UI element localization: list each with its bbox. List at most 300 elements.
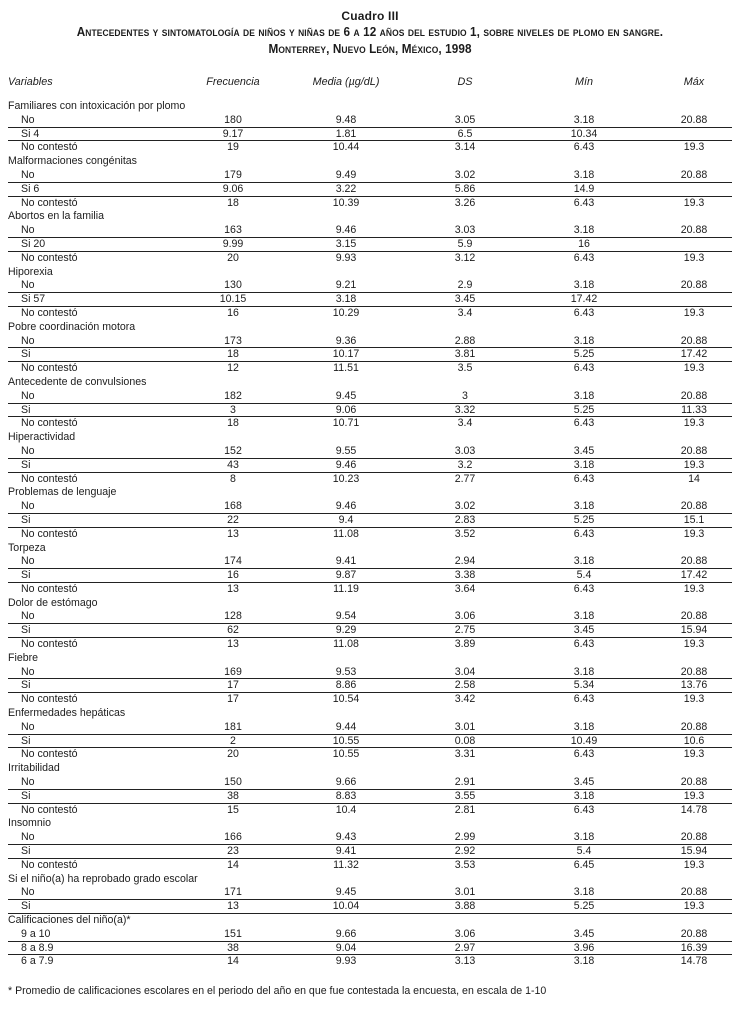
value-cell: 9.45 (335, 886, 357, 899)
value-cell: 62 (227, 624, 239, 637)
value-cell (642, 238, 732, 251)
value-cell: 5.25 (573, 513, 595, 526)
value-cell: 15.94 (680, 624, 708, 637)
value-cell: 19.3 (683, 306, 705, 319)
variable-group-row (8, 914, 732, 928)
value-cell: 2 (230, 734, 236, 747)
row-label: Si (21, 569, 31, 582)
row-label: No (21, 610, 35, 623)
value-cell: 20.88 (680, 831, 708, 844)
value-cell: 10.34 (570, 127, 598, 140)
variable-group-row (8, 817, 732, 831)
row-label: Si (21, 679, 31, 692)
value-cell: 10.55 (332, 734, 360, 747)
column-header: Mín (575, 76, 593, 88)
value-cell: 20.88 (680, 886, 708, 899)
value-cell: 6.43 (573, 141, 595, 154)
variable-group-row (8, 266, 732, 280)
value-cell: 3.01 (454, 720, 476, 733)
row-label: No contestó (21, 472, 78, 485)
value-cell: 9.53 (335, 665, 357, 678)
value-cell: 9.04 (335, 941, 357, 954)
table-row (8, 197, 732, 211)
value-cell: 13 (227, 582, 239, 595)
value-cell: 2.81 (454, 803, 476, 816)
table-row (8, 224, 732, 238)
value-cell: 14 (227, 955, 239, 968)
column-header: Variables (8, 76, 53, 88)
value-cell: 5.25 (573, 900, 595, 913)
value-cell: 19.3 (683, 858, 705, 871)
value-cell: 19.3 (683, 900, 705, 913)
value-cell: 1.81 (335, 127, 357, 140)
value-cell: 5.4 (576, 569, 592, 582)
table-row (8, 900, 732, 914)
value-cell: 11.33 (681, 403, 707, 416)
row-label: No (21, 831, 35, 844)
value-cell: 11.08 (333, 527, 359, 540)
value-cell: 17.42 (570, 293, 598, 306)
value-cell: 10.44 (332, 141, 360, 154)
value-cell: 19.3 (683, 582, 705, 595)
value-cell: 17 (227, 679, 239, 692)
row-label: No contestó (21, 196, 78, 209)
value-cell: 9.45 (335, 389, 357, 402)
value-cell: 19 (227, 141, 239, 154)
value-cell: 3.45 (454, 293, 476, 306)
value-cell: 9.66 (335, 776, 357, 789)
value-cell: 3.4 (457, 306, 473, 319)
value-cell: 13 (227, 900, 239, 913)
variable-group-label: Irritabilidad (8, 762, 60, 775)
variable-group-row (8, 873, 732, 887)
value-cell: 3.13 (454, 955, 476, 968)
value-cell: 12 (227, 362, 239, 375)
value-cell: 10.29 (332, 306, 360, 319)
row-label: No (21, 555, 35, 568)
value-cell: 19.3 (683, 527, 705, 540)
variable-group-label: Hiperactividad (8, 431, 76, 444)
table-title-text: Antecedentes y sintomatología de niños y niñas de 6 a 12 años del estudio 1, sobre niveles de plomo en sangre. (76, 25, 664, 39)
value-cell: 6.43 (573, 748, 595, 761)
row-label: No contestó (21, 306, 78, 319)
value-cell: 3 (230, 403, 236, 416)
value-cell: 3.18 (573, 224, 595, 237)
value-cell: 2.75 (454, 624, 476, 637)
value-cell: 3.88 (454, 900, 476, 913)
value-cell: 163 (224, 224, 242, 237)
table-row (8, 748, 732, 762)
value-cell: 17.42 (680, 569, 708, 582)
table-row (8, 390, 732, 404)
value-cell: 9.06 (222, 182, 244, 195)
variable-group-row (8, 100, 732, 114)
row-label: 6 a 7.9 (21, 955, 54, 968)
value-cell: 0.08 (454, 734, 476, 747)
table-subtitle (8, 41, 732, 58)
table-row (8, 679, 732, 693)
value-cell: 11.08 (333, 638, 359, 651)
value-cell: 8.83 (335, 789, 357, 802)
value-cell: 3.06 (454, 927, 476, 940)
value-cell: 19.3 (683, 748, 705, 761)
row-label: No contestó (21, 141, 78, 154)
value-cell: 9.43 (335, 831, 357, 844)
value-cell: 13 (227, 527, 239, 540)
table-row (8, 279, 732, 293)
value-cell: 18 (227, 417, 239, 430)
value-cell: 3.52 (454, 527, 476, 540)
table-row (8, 500, 732, 514)
value-cell: 3.45 (573, 444, 595, 457)
variable-group-row (8, 597, 732, 611)
variable-group-label: Familiares con intoxicación por plomo (8, 100, 186, 112)
table-row (8, 362, 732, 376)
row-label: No contestó (21, 748, 78, 761)
value-cell: 3.18 (573, 500, 595, 513)
value-cell: 174 (224, 555, 242, 568)
table-row (8, 238, 732, 252)
value-cell: 9.41 (335, 555, 357, 568)
value-cell: 6.43 (573, 527, 595, 540)
value-cell: 9.46 (335, 458, 357, 471)
value-cell: 14 (227, 858, 239, 871)
value-cell: 182 (224, 389, 242, 402)
value-cell: 22 (227, 513, 239, 526)
table-row (8, 955, 732, 969)
value-cell: 20.88 (680, 334, 708, 347)
value-cell: 20.88 (680, 927, 708, 940)
value-cell: 3.5 (457, 362, 473, 375)
value-cell: 14.78 (680, 955, 708, 968)
value-cell: 16.39 (680, 941, 708, 954)
value-cell: 20.88 (680, 776, 708, 789)
value-cell: 6.43 (573, 362, 595, 375)
variable-group-row (8, 376, 732, 390)
value-cell: 9.21 (335, 279, 357, 292)
footnote: * Promedio de calificaciones escolares en el periodo del año en que fue contestada la encuesta, en escala de 1-10 (8, 985, 547, 998)
value-cell: 8.86 (335, 679, 357, 692)
value-cell: 3.01 (454, 886, 476, 899)
variable-group-label: Hiporexia (8, 265, 53, 278)
variable-group-label: Insomnio (8, 817, 51, 830)
value-cell: 150 (224, 776, 242, 789)
table-row (8, 610, 732, 624)
value-cell: 166 (224, 831, 242, 844)
value-cell: 168 (224, 500, 242, 513)
value-cell: 38 (227, 941, 239, 954)
value-cell: 9.48 (335, 113, 357, 126)
row-label: No contestó (21, 803, 78, 816)
value-cell: 10.15 (219, 293, 247, 306)
value-cell: 2.99 (454, 831, 476, 844)
value-cell: 3.06 (454, 610, 476, 623)
value-cell: 11.19 (333, 582, 359, 595)
value-cell: 152 (224, 444, 242, 457)
row-label: No (21, 665, 35, 678)
value-cell: 10.6 (683, 734, 705, 747)
variable-group-label: Dolor de estómago (8, 596, 98, 609)
variable-group-label: Torpeza (8, 541, 46, 554)
table-row (8, 928, 732, 942)
table-row (8, 473, 732, 487)
row-label: No contestó (21, 858, 78, 871)
value-cell: 9.41 (335, 845, 357, 858)
value-cell: 14.78 (680, 803, 708, 816)
value-cell: 20 (227, 251, 239, 264)
value-cell: 9.06 (335, 403, 357, 416)
value-cell: 3.14 (454, 141, 476, 154)
value-cell: 3.18 (573, 168, 595, 181)
value-cell: 3.45 (573, 927, 595, 940)
row-label: No contestó (21, 582, 78, 595)
value-cell: 2.77 (454, 472, 476, 485)
row-label: No (21, 224, 35, 237)
value-cell: 16 (227, 306, 239, 319)
value-cell: 2.91 (454, 776, 476, 789)
value-cell: 20.88 (680, 720, 708, 733)
value-cell: 3.03 (454, 444, 476, 457)
value-cell: 23 (227, 845, 239, 858)
value-cell: 19.3 (683, 196, 705, 209)
value-cell: 8 (230, 472, 236, 485)
value-cell: 3.18 (573, 389, 595, 402)
value-cell: 3.42 (454, 693, 476, 706)
value-cell: 2.9 (457, 279, 473, 292)
value-cell: 171 (224, 886, 242, 899)
value-cell: 20.88 (680, 224, 708, 237)
table-title (8, 24, 732, 41)
value-cell: 3.03 (454, 224, 476, 237)
table-row (8, 141, 732, 155)
value-cell: 2.94 (454, 555, 476, 568)
value-cell: 3.45 (573, 624, 595, 637)
value-cell: 9.54 (335, 610, 357, 623)
value-cell: 151 (224, 927, 242, 940)
row-label: Si (21, 458, 31, 471)
value-cell: 173 (224, 334, 242, 347)
table-row (8, 348, 732, 362)
value-cell: 3.18 (573, 886, 595, 899)
row-label: Si (21, 734, 31, 747)
value-cell: 180 (224, 113, 242, 126)
column-header: Media (µg/dL) (312, 76, 380, 88)
value-cell: 15 (227, 803, 239, 816)
value-cell: 9.44 (335, 720, 357, 733)
variable-group-row (8, 155, 732, 169)
value-cell: 43 (227, 458, 239, 471)
value-cell: 3.02 (454, 500, 476, 513)
column-headers (8, 76, 732, 88)
value-cell: 6.43 (573, 472, 595, 485)
row-label: Si 4 (21, 127, 40, 140)
value-cell: 3.55 (454, 789, 476, 802)
value-cell: 9.99 (222, 237, 244, 250)
value-cell: 3.31 (454, 748, 476, 761)
value-cell: 18 (227, 348, 239, 361)
value-cell: 3.18 (573, 458, 595, 471)
table-row (8, 128, 732, 142)
table-row (8, 528, 732, 542)
value-cell: 6.43 (573, 638, 595, 651)
value-cell: 3.22 (335, 182, 357, 195)
value-cell: 6.43 (573, 803, 595, 816)
value-cell: 10.4 (335, 803, 357, 816)
value-cell: 3.18 (573, 955, 595, 968)
variable-group-row (8, 707, 732, 721)
value-cell: 20.88 (680, 500, 708, 513)
value-cell: 15.1 (683, 513, 705, 526)
value-cell: 19.3 (683, 362, 705, 375)
value-cell: 169 (224, 665, 242, 678)
variable-group-label: Fiebre (8, 651, 39, 664)
value-cell: 9.93 (335, 251, 357, 264)
row-label: No (21, 720, 35, 733)
value-cell: 6.43 (573, 251, 595, 264)
value-cell: 2.58 (454, 679, 476, 692)
value-cell: 3.96 (573, 941, 595, 954)
value-cell: 20.88 (680, 610, 708, 623)
table-row (8, 721, 732, 735)
variable-group-label: Calificaciones del niño(a)* (8, 914, 131, 927)
value-cell: 9.36 (335, 334, 357, 347)
row-label: No (21, 389, 35, 402)
value-cell: 3.2 (457, 458, 473, 471)
value-cell: 19.3 (683, 251, 705, 264)
table-subtitle-text: Monterrey, Nuevo León, México, 1998 (268, 42, 472, 56)
row-label: No (21, 886, 35, 899)
value-cell: 3.81 (454, 348, 476, 361)
value-cell: 38 (227, 789, 239, 802)
value-cell: 20.88 (680, 113, 708, 126)
value-cell: 16 (578, 237, 590, 250)
table-row (8, 293, 732, 307)
row-label: No (21, 168, 35, 181)
value-cell: 20 (227, 748, 239, 761)
value-cell: 130 (224, 279, 242, 292)
row-label: No contestó (21, 251, 78, 264)
row-label: No (21, 334, 35, 347)
value-cell: 10.54 (332, 693, 360, 706)
row-label: No (21, 279, 35, 292)
value-cell: 5.25 (573, 403, 595, 416)
value-cell: 20.88 (680, 168, 708, 181)
value-cell: 5.34 (573, 679, 595, 692)
table-label: Cuadro III (341, 9, 399, 23)
value-cell: 3.45 (573, 776, 595, 789)
table-row (8, 183, 732, 197)
row-label: Si (21, 348, 31, 361)
value-cell: 3.38 (454, 569, 476, 582)
value-cell: 14 (688, 472, 700, 485)
value-cell: 20.88 (680, 389, 708, 402)
variable-group-row (8, 542, 732, 556)
row-label: Si (21, 624, 31, 637)
value-cell: 9.17 (222, 127, 244, 140)
column-header: Máx (683, 76, 705, 88)
row-label: Si (21, 513, 31, 526)
value-cell: 10.04 (332, 900, 360, 913)
value-cell: 6.43 (573, 582, 595, 595)
table-row (8, 942, 732, 956)
table-row (8, 845, 732, 859)
value-cell: 3.18 (573, 113, 595, 126)
value-cell: 20.88 (680, 279, 708, 292)
value-cell: 20.88 (680, 665, 708, 678)
value-cell: 3.18 (573, 831, 595, 844)
value-cell: 9.46 (335, 500, 357, 513)
value-cell: 14.9 (573, 182, 595, 195)
row-label: Si (21, 403, 31, 416)
value-cell: 13 (227, 638, 239, 651)
table-row (8, 735, 732, 749)
value-cell: 2.83 (454, 513, 476, 526)
table-row (8, 514, 732, 528)
value-cell: 3.15 (335, 237, 357, 250)
variable-group-label: Abortos en la familia (8, 210, 104, 223)
value-cell: 3.18 (335, 293, 357, 306)
value-cell: 9.29 (335, 624, 357, 637)
value-cell: 3.18 (573, 720, 595, 733)
value-cell: 10.17 (332, 348, 360, 361)
value-cell: 3.05 (454, 113, 476, 126)
value-cell: 11.32 (333, 858, 359, 871)
value-cell: 3.18 (573, 555, 595, 568)
value-cell: 6.43 (573, 417, 595, 430)
table-row (8, 445, 732, 459)
value-cell: 3.26 (454, 196, 476, 209)
value-cell: 3.18 (573, 665, 595, 678)
variable-group-label: Si el niño(a) ha reprobado grado escolar (8, 872, 198, 885)
value-cell: 19.3 (683, 458, 705, 471)
value-cell: 3.53 (454, 858, 476, 871)
value-cell: 6.43 (573, 693, 595, 706)
table-row (8, 638, 732, 652)
value-cell: 19.3 (683, 693, 705, 706)
column-header: Frecuencia (206, 76, 260, 88)
table-row (8, 307, 732, 321)
variable-group-label: Malformaciones congénitas (8, 155, 137, 168)
row-label: Si 6 (21, 182, 40, 195)
table-row (8, 335, 732, 349)
variable-group-row (8, 486, 732, 500)
value-cell: 3.4 (457, 417, 473, 430)
value-cell: 3.18 (573, 789, 595, 802)
row-label: No (21, 776, 35, 789)
row-label: No contestó (21, 362, 78, 375)
value-cell: 9.87 (335, 569, 357, 582)
table-row (8, 804, 732, 818)
table-row (8, 693, 732, 707)
value-cell (642, 293, 732, 306)
row-label: 8 a 8.9 (21, 941, 54, 954)
table-row (8, 404, 732, 418)
value-cell: 3.12 (454, 251, 476, 264)
table-row (8, 886, 732, 900)
table-row (8, 459, 732, 473)
variable-group-label: Pobre coordinación motora (8, 320, 136, 333)
table-row (8, 831, 732, 845)
row-label: No (21, 444, 35, 457)
value-cell: 20.88 (680, 444, 708, 457)
value-cell: 10.39 (332, 196, 360, 209)
value-cell: 128 (224, 610, 242, 623)
row-label: No (21, 113, 35, 126)
value-cell: 19.3 (683, 638, 705, 651)
variable-group-row (8, 321, 732, 335)
value-cell: 6.45 (573, 858, 595, 871)
value-cell: 3.18 (573, 279, 595, 292)
